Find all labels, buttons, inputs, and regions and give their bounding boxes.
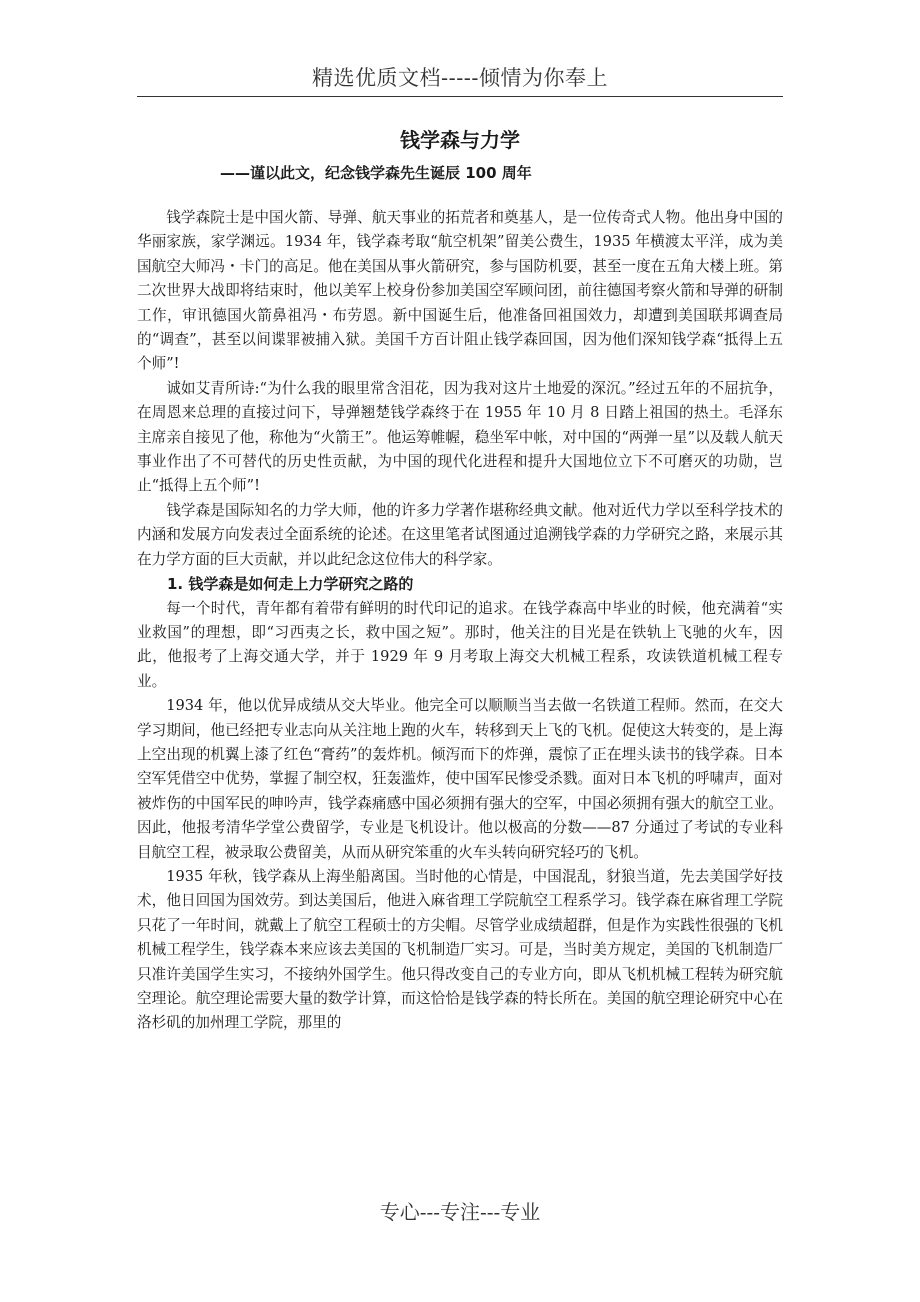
paragraph: 钱学森院士是中国火箭、导弹、航天事业的拓荒者和奠基人，是一位传奇式人物。他出身中国的华丽家族，家学渊远。1934 年，钱学森考取“航空机架”留美公费生，1935 年横渡太平洋，成为美国航空大师冯・卡门的高足。他在美国从事火箭研究，参与国防机要，甚至一度在五角大楼上班。第二次世界大战即将结束时，他以美军上校身份参加美国空军顾问团，前往德国考察火箭和导弹的研制工作，审讯德国火箭鼻祖冯・布劳恩。新中国诞生后，他准备回祖国效力，却遭到美国联邦调查局的“调查”，甚至以间谍罪被捕入狱。美国千方百计阻止钱学森回国，因为他们深知钱学森“抵得上五个师”! <box>137 209 783 373</box>
page-header: 精选优质文档-----倾情为你奉上 <box>312 66 608 90</box>
document-body <box>137 206 783 1036</box>
paragraph: 1934 年，他以优异成绩从交大毕业。他完全可以顺顺当当去做一名铁道工程师。然而，在交大学习期间，他已经把专业志向从关注地上跑的火车，转移到天上飞的飞机。促使这大转变的，是上海上空出现的机翼上漆了红色“膏药”的轰炸机。倾泻而下的炸弹，震惊了正在埋头读书的钱学森。日本空军凭借空中优势，掌握了制空权，狂轰滥炸，使中国军民惨受杀戮。面对日本飞机的呼啸声，面对被炸伤的中国军民的呻吟声，钱学森痛感中国必须拥有强大的空军，中国必须拥有强大的航空工业。因此，他报考清华学堂公费留学，专业是飞机设计。他以极高的分数——87 分通过了考试的专业科目航空工程，被录取公费留美，从而从研究笨重的火车头转向研究轻巧的飞机。 <box>137 697 783 861</box>
page-footer: 专心---专注---专业 <box>379 1200 541 1224</box>
section-heading: 1. 钱学森是如何走上力学研究之路的 <box>167 575 414 594</box>
paragraph: 诚如艾青所诗:“为什么我的眼里常含泪花，因为我对这片土地爱的深沉。”经过五年的不屈抗争，在周恩来总理的直接过问下，导弹翘楚钱学森终于在 1955 年 10 月 8 日踏上祖国的热土。毛泽东主席亲自接见了他，称他为“火箭王”。他运筹帷幄，稳坐军中帐，对中国的“两弹一星”以及载人航天事业作出了不可替代的历史性贡献，为中国的现代化进程和提升大国地位立下不可磨灭的功勋，岂止“抵得上五个师”! <box>137 379 783 495</box>
paragraph: 每一个时代，青年都有着带有鲜明的时代印记的追求。在钱学森高中毕业的时候，他充满着“实业救国”的理想，即“习西夷之长，救中国之短”。那时，他关注的目光是在铁轨上飞驰的火车，因此，他报考了上海交通大学，并于 1929 年 9 月考取上海交大机械工程系，攻读铁道机械工程专业。 <box>137 599 783 690</box>
paragraph: 钱学森是国际知名的力学大师，他的许多力学著作堪称经典文献。他对近代力学以至科学技术的内涵和发展方向发表过全面系统的论述。在这里笔者试图通过追溯钱学森的力学研究之路，来展示其在力学方面的巨大贡献，并以此纪念这位伟大的科学家。 <box>137 501 783 568</box>
document-title: 钱学森与力学 <box>400 128 520 152</box>
header-divider <box>137 96 783 97</box>
paragraph: 1935 年秋，钱学森从上海坐船离国。当时他的心情是，中国混乱，豺狼当道，先去美国学好技术，他日回国为国效劳。到达美国后，他进入麻省理工学院航空工程系学习。钱学森在麻省理工学院只花了一年时间，就戴上了航空工程硕士的方尖帽。尽管学业成绩超群，但是作为实践性很强的飞机机械工程学生，钱学森本来应该去美国的飞机制造厂实习。可是，当时美方规定，美国的飞机制造厂只准许美国学生实习，不接纳外国学生。他只得改变自己的专业方向，即从飞机机械工程转为研究航空理论。航空理论需要大量的数学计算，而这恰恰是钱学森的特长所在。美国的航空理论研究中心在洛杉矶的加州理工学院，那里的 <box>137 867 783 1032</box>
document-subtitle: ——谨以此文，纪念钱学森先生诞辰 100 周年 <box>220 164 532 182</box>
